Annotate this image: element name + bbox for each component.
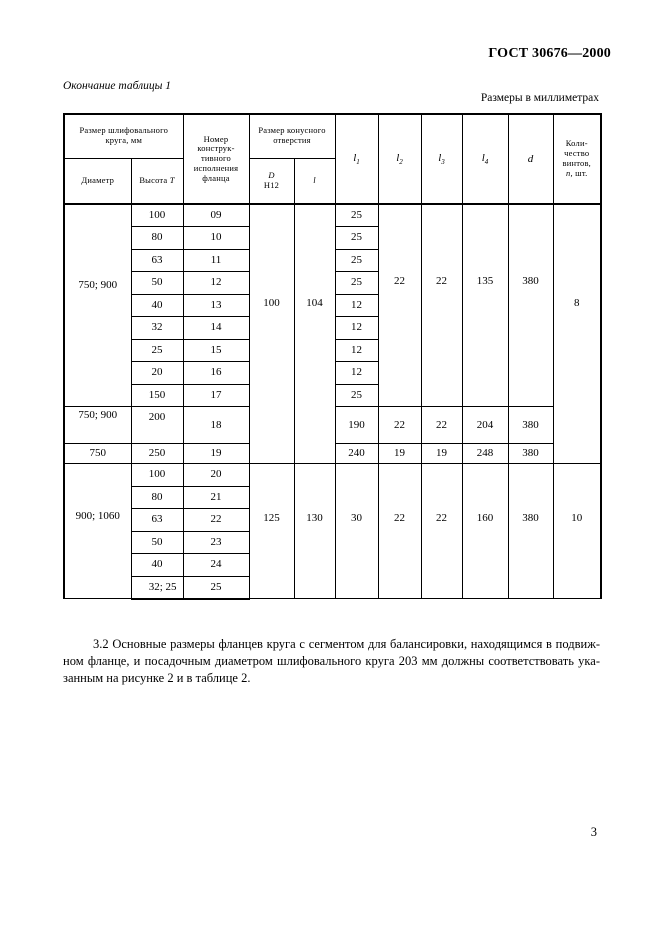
group1-diameter: 750; 900 [64,204,131,407]
table-row [64,464,601,487]
number-cell: 20 [183,464,249,487]
row19-number: 19 [183,444,249,464]
height-cell: 150 [131,384,183,407]
section-paragraph: 3.2 Основные размеры фланцев круга с сегментом для балансировки, находящимся в подвиж-ном фланце, и посадочным диаметром шлифовального круга 203 мм должны соответствовать ука-занным на рисунке 2 и в таблице 2. [63,637,600,685]
height-cell: 50 [131,272,183,295]
number-cell: 13 [183,294,249,317]
group3-n: 10 [553,464,601,599]
height-cell: 63 [131,249,183,272]
l1-cell: 12 [335,294,378,317]
group3-diameter: 900; 1060 [64,464,131,599]
number-cell: 21 [183,486,249,509]
header-D: D H12 [249,158,294,204]
row19-l2: 19 [378,444,421,464]
l1-cell: 25 [335,272,378,295]
height-cell: 100 [131,464,183,487]
group1-l2: 22 [378,204,421,407]
row19-l4: 248 [462,444,508,464]
header-l: l [294,158,335,204]
row18-d: 380 [508,407,553,444]
l1-cell: 25 [335,249,378,272]
row18-l3: 22 [421,407,462,444]
number-cell: 16 [183,362,249,385]
l1-cell: 25 [335,384,378,407]
group3-l3: 22 [421,464,462,599]
row19-diameter: 750 [64,444,131,464]
number-cell: 22 [183,509,249,532]
group3-l2: 22 [378,464,421,599]
group3-D: 125 [249,464,294,599]
height-cell: 80 [131,227,183,250]
header-design-number: Номер конструк-тивного исполнения фланца [183,114,249,204]
number-cell: 10 [183,227,249,250]
height-cell: 40 [131,554,183,577]
units-note: Размеры в миллиметрах [480,92,599,104]
number-cell: 17 [183,384,249,407]
group1-d: 380 [508,204,553,407]
header-d: d [508,114,553,204]
l1-cell: 12 [335,339,378,362]
row19-l1: 240 [335,444,378,464]
table-caption: Окончание таблицы 1 [63,80,171,92]
l1-cell: 12 [335,362,378,385]
header-height: Высота T [131,158,183,204]
header-screws: Коли-чество винтов, n, шт. [553,114,601,204]
height-cell: 32 [131,317,183,340]
group1-D: 100 [249,204,294,464]
page-number: 3 [590,825,597,839]
group1-l4: 135 [462,204,508,407]
row19-d: 380 [508,444,553,464]
group3-l: 130 [294,464,335,599]
row18-diameter: 750; 900 [64,407,131,444]
dimensions-table-container [63,113,600,600]
group1-l3: 22 [421,204,462,407]
number-cell: 09 [183,204,249,227]
number-cell: 14 [183,317,249,340]
height-cell: 80 [131,486,183,509]
dimensions-table [63,113,602,600]
table-row [64,204,601,227]
height-cell: 40 [131,294,183,317]
number-cell: 25 [183,576,249,599]
group1-n: 8 [553,204,601,464]
header-wheel-size: Размер шлифовального круга, мм [64,114,183,158]
l1-cell: 25 [335,204,378,227]
row18-l1: 190 [335,407,378,444]
row19-l3: 19 [421,444,462,464]
number-cell: 23 [183,531,249,554]
height-cell: 50 [131,531,183,554]
row18-l2: 22 [378,407,421,444]
header-l4: $l_4$ [462,114,508,204]
group3-d: 380 [508,464,553,599]
number-cell: 15 [183,339,249,362]
number-cell: 24 [183,554,249,577]
row18-height: 200 [131,407,183,444]
row19-height: 250 [131,444,183,464]
group1-l: 104 [294,204,335,464]
header-diameter: Диаметр [64,158,131,204]
height-cell: 25 [131,339,183,362]
height-cell: 100 [131,204,183,227]
height-cell: 20 [131,362,183,385]
number-cell: 11 [183,249,249,272]
l1-cell: 12 [335,317,378,340]
group3-l4: 160 [462,464,508,599]
height-cell: 63 [131,509,183,532]
header-l3: $l_3$ [421,114,462,204]
header-cone-hole: Размер конусного отверстия [249,114,335,158]
header-l1: $l_1$ [335,114,378,204]
group3-l1: 30 [335,464,378,599]
row18-l4: 204 [462,407,508,444]
document-standard-header: ГОСТ 30676—2000 [488,46,611,61]
header-l2: $l_2$ [378,114,421,204]
number-cell: 12 [183,272,249,295]
l1-cell: 25 [335,227,378,250]
height-cell: 32; 25 [131,576,183,599]
row18-number: 18 [183,407,249,444]
